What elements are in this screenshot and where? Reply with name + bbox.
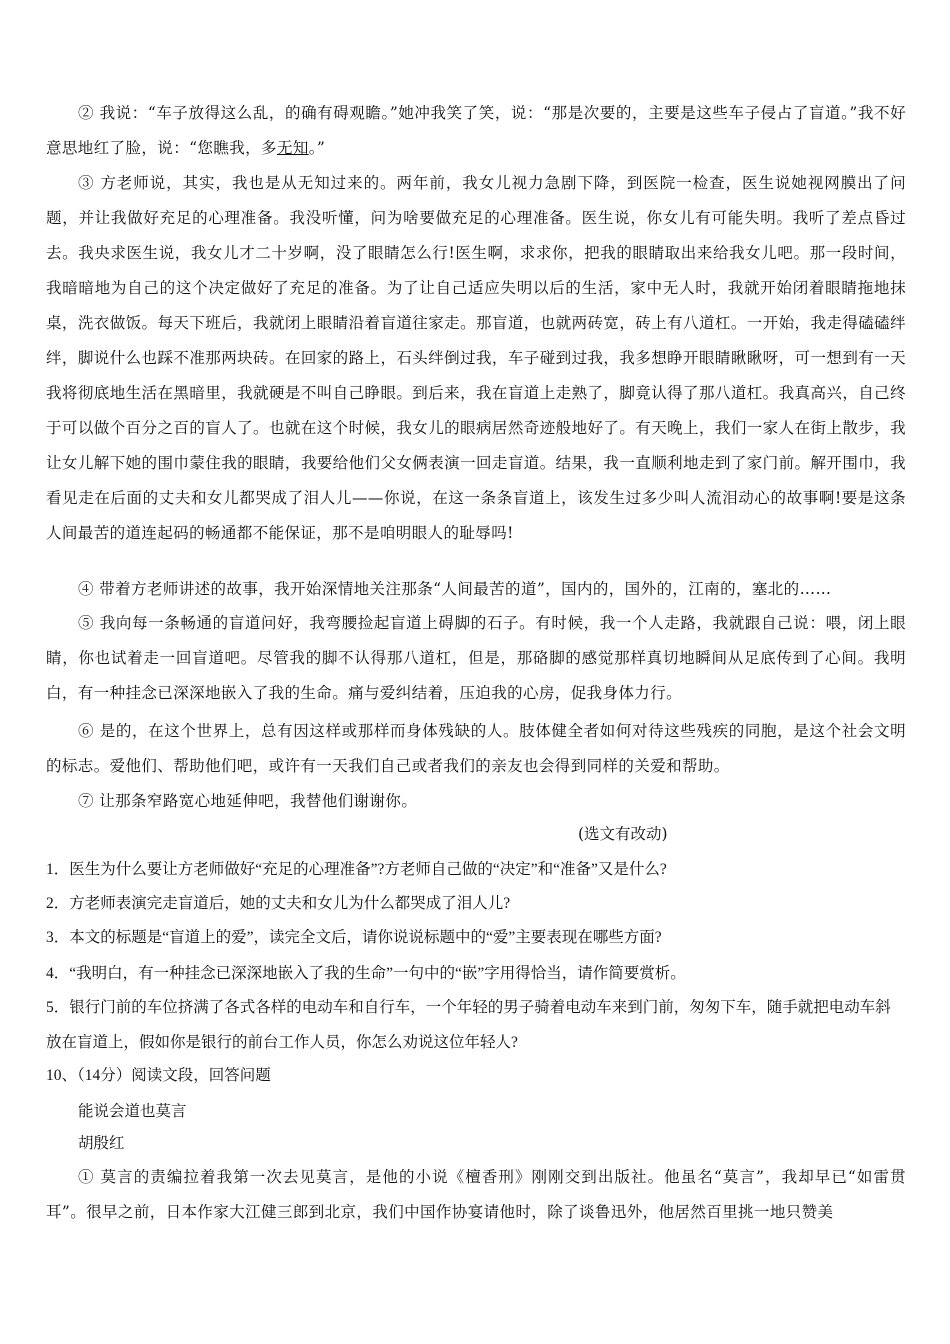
paragraph-7: ⑦ 让那条窄路宽心地延伸吧，我替他们谢谢你。 [78,792,418,810]
paragraph-2-end: 。” [308,139,326,157]
paragraph-3: ③ 方老师说，其实，我也是从无知过来的。两年前，我女儿视力急剧下降，到医院一检查，医生说她视网膜出了问题，并让我做好充足的心理准备。我没听懂，问为啥要做充足的心理准备。医生说，你女儿有可能失明。我听了差点昏过去。我央求医生说，我女儿才二十岁啊，没了眼睛怎么行!医生啊，求求你，把我的眼睛取出来给我女儿吧。那一段时间，我暗暗地为自己的这个决定做好了充足的准备。为了让自己适应失明以后的生活，家中无人时，我就开始闭着眼睛拖地抹桌，洗衣做饭。每天下班后，我就闭上眼睛沿着盲道往家走。那盲道，也就两砖宽，砖上有八道杠。一开始，我走得磕磕绊绊，脚说什么也踩不准那两块砖。在回家的路上，石头绊倒过我，车子碰到过我，我多想睁开眼睛瞅瞅呀，可一想到有一天我将彻底地生活在黑暗里，我就硬是不叫自己睁眼。到后来，我在盲道上走熟了，脚竟认得了那八道杠。我真高兴，自己终于可以做个百分之百的盲人了。也就在这个时候，我女儿的眼病居然奇迹般地好了。有天晚上，我们一家人在街上散步，我让女儿解下她的围巾蒙住我的眼睛，我要给他们父女俩表演一回走盲道。结果，我一直顺利地走到了家门前。解开围巾，我看见走在后面的丈夫和女儿都哭成了泪人儿——你说，在这一条条盲道上，该发生过多少叫人流泪动心的故事啊!要是这条人间最苦的道连起码的畅通都不能保证，那不是咱明眼人的耻辱吗! [46,174,906,542]
question-3: 3．本文的标题是“盲道上的爱”，读完全文后，请你说说标题中的“爱”主要表现在哪些方面? [46,929,662,946]
paragraph-4: ④ 带着方老师讲述的故事，我开始深情地关注那条“人间最苦的道”，国内的，国外的，江南的，塞北的…… [78,580,832,598]
paragraph-6: ⑥ 是的，在这个世界上，总有因这样或那样而身体残缺的人。肢体健全者如何对待这些残疾的同胞，是这个社会文明的标志。爱他们、帮助他们吧，或许有一天我们自己或者我们的亲友也会得到同样的关爱和帮助。 [46,722,906,775]
article-2-paragraph-1: ① 莫言的责编拉着我第一次去见莫言，是他的小说《檀香刑》刚刚交到出版社。他虽名“莫言”，我却早已“如雷贯耳”。很早之前，日本作家大江健三郎到北京，我们中国作协宴请他时，除了谈鲁迅外，他居然百里挑一地只赞美 [46,1168,906,1221]
source-note: (选文有改动) [578,825,668,843]
article-2-author: 胡殷红 [78,1135,125,1152]
paragraph-2-text: ② 我说：“车子放得这么乱，的确有碍观瞻。”她冲我笑了笑，说：“那是次要的，主要是这些车子侵占了盲道。”我不好意思地红了脸，说：“您瞧我，多 [46,104,906,157]
paragraph-5: ⑤ 我向每一条畅通的盲道问好，我弯腰捡起盲道上碍脚的石子。有时候，我一个人走路，我就跟自己说：喂，闭上眼睛，你也试着走一回盲道吧。尽管我的脚不认得那八道杠，但是，那硌脚的感觉那样真切地瞬间从足底传到了心间。我明白，有一种挂念已深深地嵌入了我的生命。痛与爱纠结着，压迫我的心房，促我身体力行。 [46,614,906,702]
question-4: 4．“我明白，有一种挂念已深深地嵌入了我的生命”一句中的“嵌”字用得恰当，请作简要赏析。 [46,965,686,982]
question-2: 2．方老师表演完走盲道后，她的丈夫和女儿为什么都哭成了泪人儿? [46,895,511,912]
section-10-header: 10、（14分）阅读文段，回答问题 [46,1067,271,1084]
underlined-word: 无知 [276,139,309,157]
article-2-title: 能说会道也莫言 [78,1103,187,1120]
paragraph-2 [46,96,906,166]
question-1: 1．医生为什么要让方老师做好“充足的心理准备”?方老师自己做的“决定”和“准备”又是什么? [46,861,667,878]
question-5: 5．银行门前的车位挤满了各式各样的电动车和自行车，一个年轻的男子骑着电动车来到门前，匆匆下车，随手就把电动车斜放在盲道上，假如你是银行的前台工作人员，你怎么劝说这位年轻人? [46,999,891,1051]
